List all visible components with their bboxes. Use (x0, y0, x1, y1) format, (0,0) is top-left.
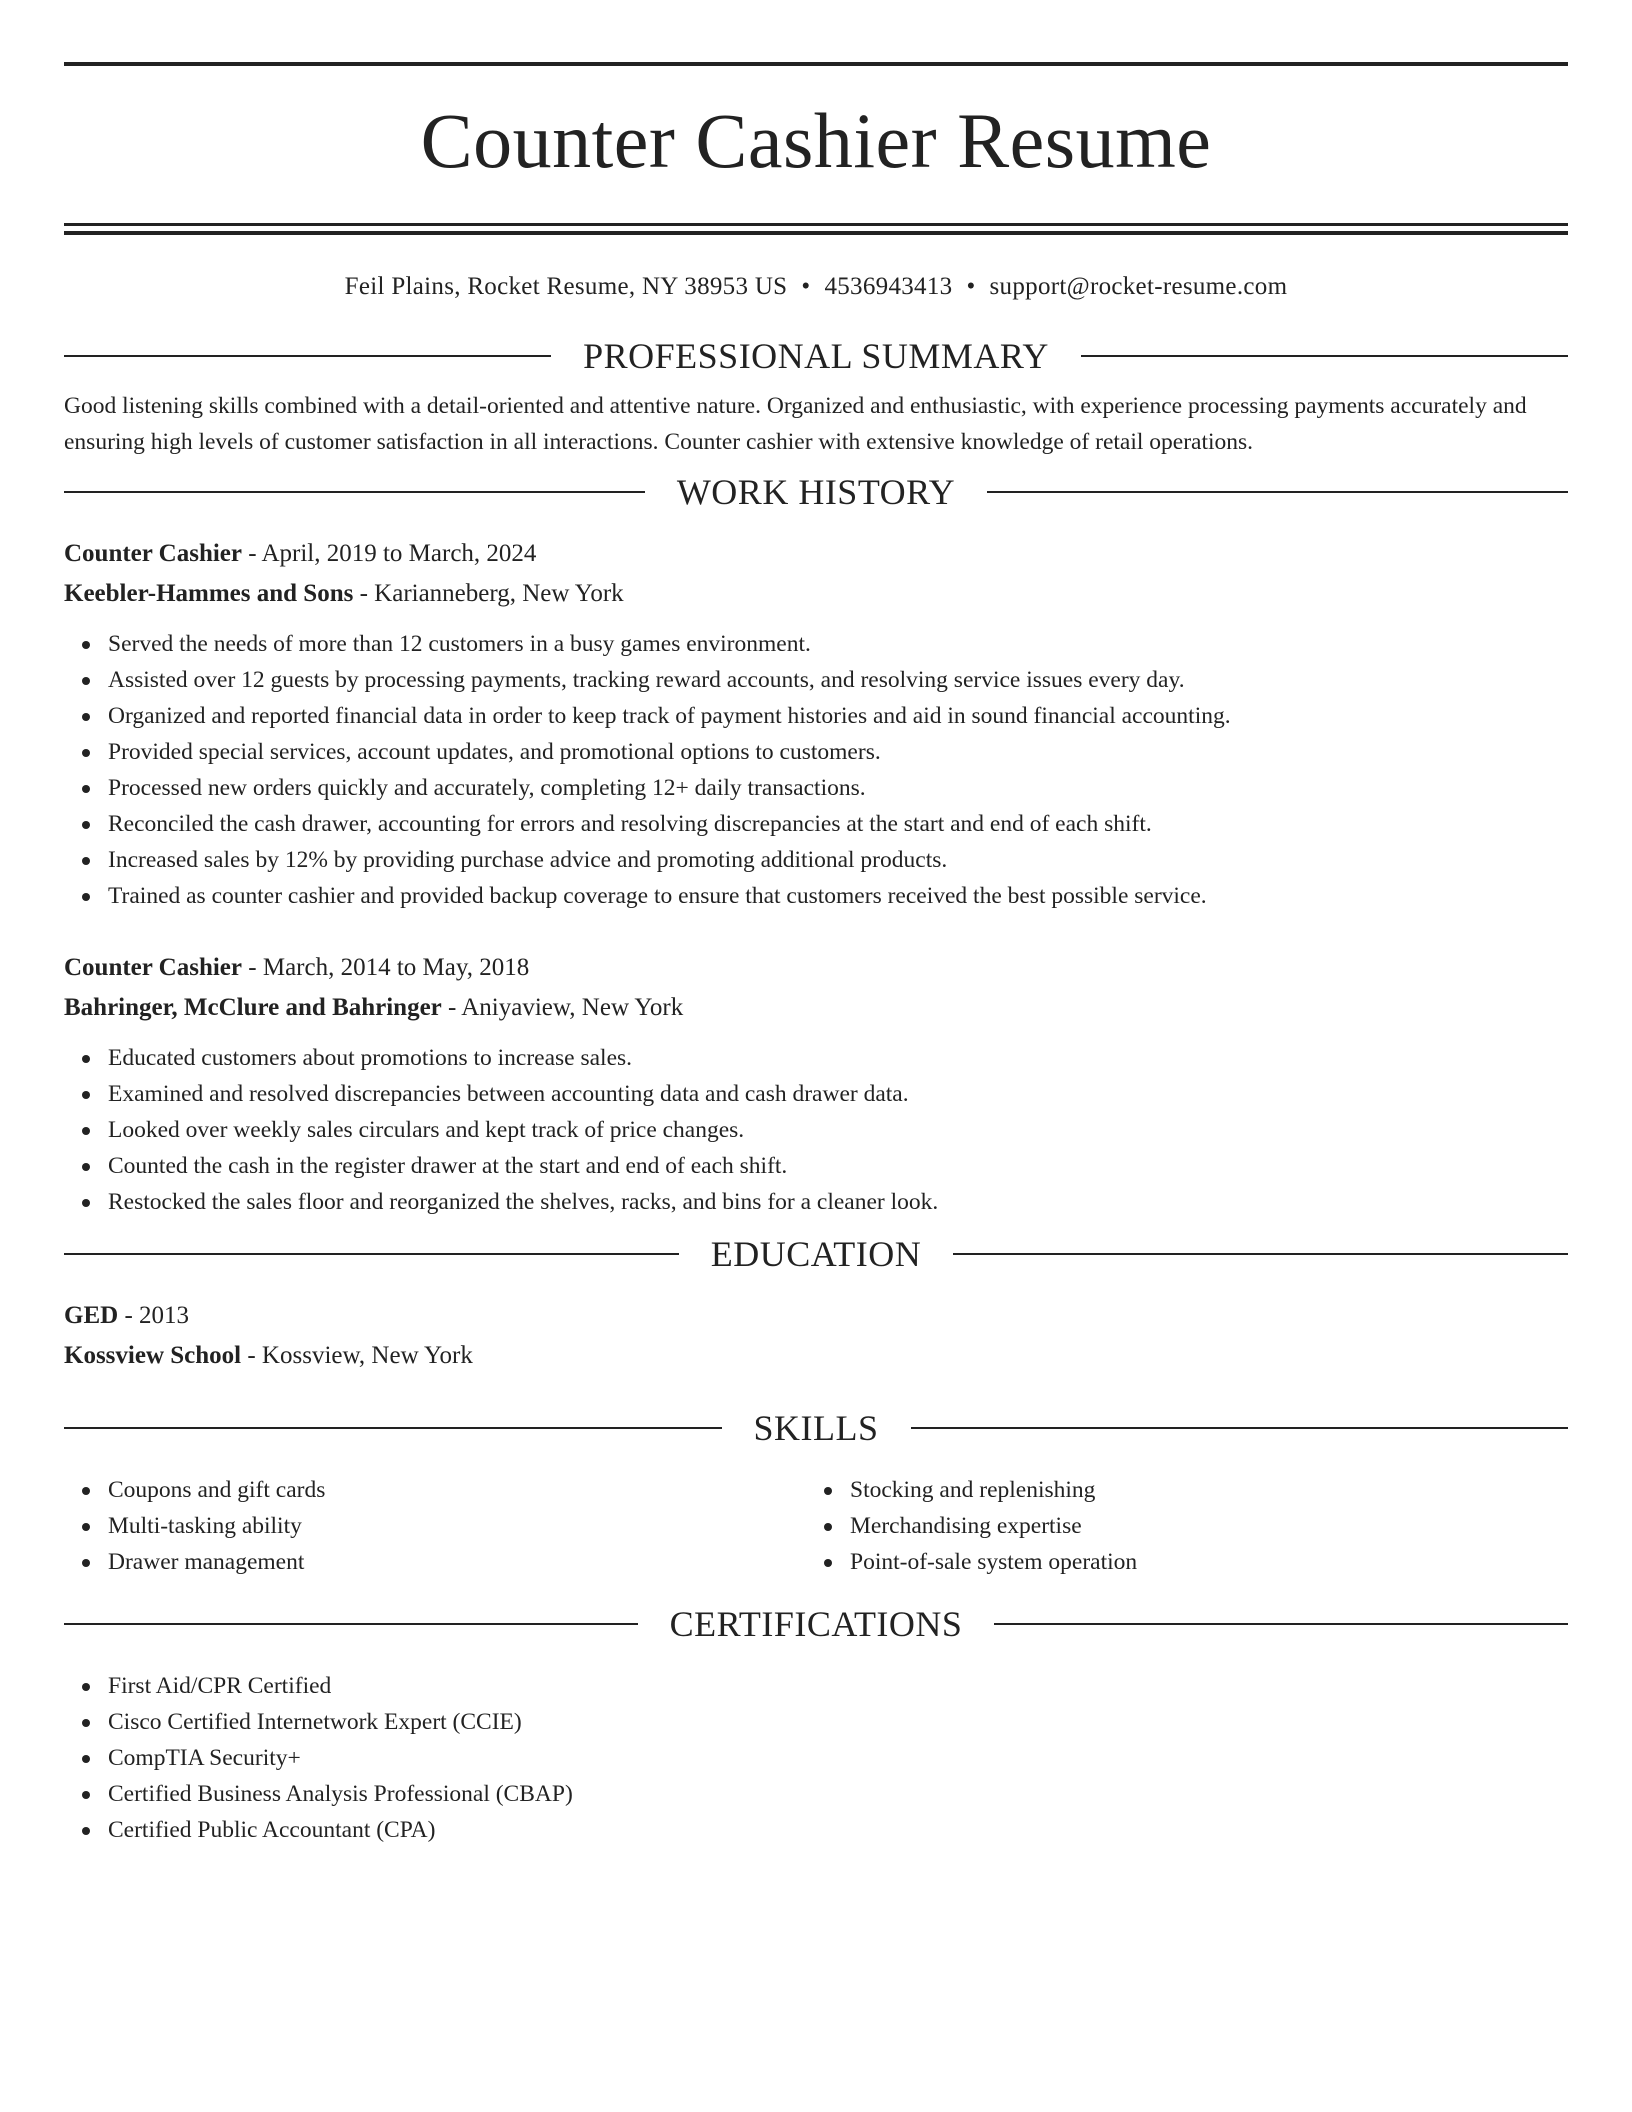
work-section-header (64, 472, 1568, 512)
education-school: Kossview School (64, 1342, 242, 1369)
certification-item: Cisco Certified Internetwork Expert (CCIE) (64, 1704, 1568, 1740)
job-company-line (64, 988, 1568, 1028)
job-bullet: Provided special services, account updates, and promotional options to customers. (64, 734, 1568, 770)
section-rule (64, 1253, 679, 1255)
skill-item: Stocking and replenishing (806, 1472, 1548, 1508)
job-bullets (64, 1040, 1568, 1220)
skills-heading: SKILLS (753, 1408, 879, 1448)
job-dates: - April, 2019 to March, 2024 (242, 540, 537, 567)
job-bullets (64, 626, 1568, 914)
education-heading: EDUCATION (710, 1234, 922, 1274)
job-company-line (64, 574, 1568, 614)
job-entry (64, 534, 1568, 914)
resume-title: Counter Cashier Resume (420, 97, 1212, 184)
job-title: Counter Cashier (64, 540, 243, 567)
section-rule (994, 1623, 1568, 1625)
certification-item: First Aid/CPR Certified (64, 1668, 1568, 1704)
education-section-header (64, 1234, 1568, 1274)
summary-heading: PROFESSIONAL SUMMARY (583, 336, 1049, 376)
skills-list-right (806, 1472, 1548, 1580)
skills-grid (64, 1472, 1568, 1580)
section-rule (911, 1427, 1569, 1429)
summary-text: Good listening skills combined with a detail-oriented and attentive nature. Organized and enthusiastic, with experience processing payments accurately and ensuring high levels of customer satisfaction in all interactions. Counter cashier with extensive knowledge of retail operations. (64, 393, 1527, 455)
certifications-section-header (64, 1604, 1568, 1644)
skills-section-header (64, 1408, 1568, 1448)
contact-separator: • (801, 273, 811, 300)
section-rule (1081, 355, 1568, 357)
section-rule (987, 491, 1568, 493)
contact-address: Feil Plains, Rocket Resume, NY 38953 US (344, 273, 788, 300)
certification-item: Certified Public Accountant (CPA) (64, 1812, 1568, 1848)
certifications-list (64, 1668, 1568, 1848)
education-degree: GED (64, 1302, 119, 1329)
contact-email: support@rocket-resume.com (989, 273, 1288, 300)
certifications-heading: CERTIFICATIONS (669, 1604, 963, 1644)
job-bullet: Counted the cash in the register drawer at the start and end of each shift. (64, 1148, 1568, 1184)
certification-item: Certified Business Analysis Professional (CBAP) (64, 1776, 1568, 1812)
work-heading: WORK HISTORY (676, 472, 956, 512)
education-year: - 2013 (118, 1302, 190, 1329)
section-rule (64, 491, 645, 493)
skill-item: Multi-tasking ability (64, 1508, 806, 1544)
section-rule (64, 1427, 722, 1429)
section-rule (64, 1623, 638, 1625)
title-double-rule (64, 223, 1568, 235)
section-rule (64, 355, 551, 357)
education-location: - Kossview, New York (241, 1342, 473, 1369)
education-degree-line (64, 1296, 1568, 1336)
job-bullet: Processed new orders quickly and accurately, completing 12+ daily transactions. (64, 770, 1568, 806)
contact-line (64, 272, 1568, 302)
contact-phone: 4536943413 (824, 273, 953, 300)
skill-item: Merchandising expertise (806, 1508, 1548, 1544)
skill-item: Point-of-sale system operation (806, 1544, 1548, 1580)
resume-page (64, 62, 1568, 1848)
education-entry (64, 1296, 1568, 1376)
contact-separator: • (966, 273, 976, 300)
education-school-line (64, 1336, 1568, 1376)
job-bullet: Restocked the sales floor and reorganized the shelves, racks, and bins for a cleaner look. (64, 1184, 1568, 1220)
job-bullet: Educated customers about promotions to increase sales. (64, 1040, 1568, 1076)
job-bullet: Examined and resolved discrepancies between accounting data and cash drawer data. (64, 1076, 1568, 1112)
job-title-line (64, 534, 1568, 574)
job-title-line (64, 948, 1568, 988)
skills-list-left (64, 1472, 806, 1580)
job-company: Bahringer, McClure and Bahringer (64, 994, 442, 1021)
certification-item: CompTIA Security+ (64, 1740, 1568, 1776)
section-rule (953, 1253, 1568, 1255)
job-title: Counter Cashier (64, 954, 243, 981)
job-company: Keebler-Hammes and Sons (64, 580, 354, 607)
job-bullet: Served the needs of more than 12 customers in a busy games environment. (64, 626, 1568, 662)
job-bullet: Assisted over 12 guests by processing payments, tracking reward accounts, and resolving service issues every day. (64, 662, 1568, 698)
skill-item: Coupons and gift cards (64, 1472, 806, 1508)
top-rule (64, 62, 1568, 66)
job-bullet: Increased sales by 12% by providing purchase advice and promoting additional products. (64, 842, 1568, 878)
job-location: - Karianneberg, New York (353, 580, 624, 607)
job-entry (64, 948, 1568, 1220)
skill-item: Drawer management (64, 1544, 806, 1580)
summary-section-header (64, 336, 1568, 376)
job-bullet: Reconciled the cash drawer, accounting for errors and resolving discrepancies at the start and end of each shift. (64, 806, 1568, 842)
job-location: - Aniyaview, New York (441, 994, 684, 1021)
job-dates: - March, 2014 to May, 2018 (242, 954, 530, 981)
job-bullet: Looked over weekly sales circulars and kept track of price changes. (64, 1112, 1568, 1148)
job-bullet: Organized and reported financial data in order to keep track of payment histories and aid in sound financial accounting. (64, 698, 1568, 734)
job-bullet: Trained as counter cashier and provided backup coverage to ensure that customers received the best possible service. (64, 878, 1568, 914)
